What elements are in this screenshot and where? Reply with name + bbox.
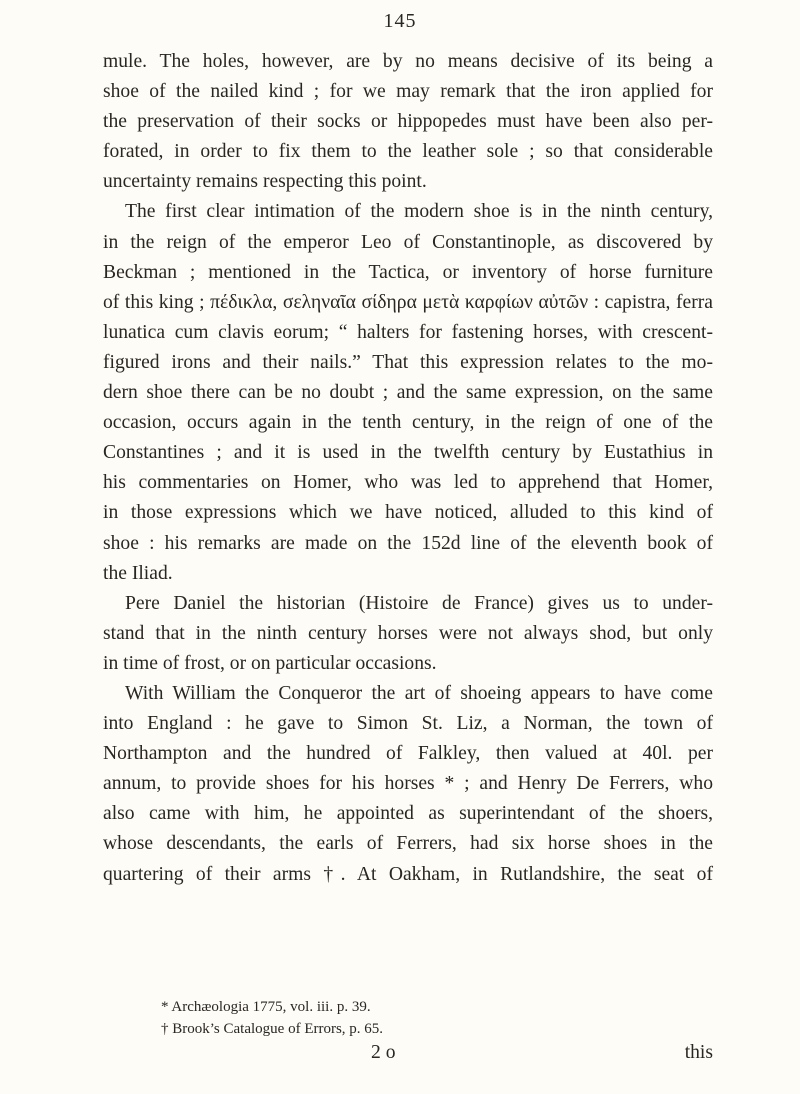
text-line: stand that in the ninth century horses were not always shod, but only [103,622,713,644]
text-line: figured irons and their nails.” That this expression relates to the mo- [103,351,713,373]
text-line: also came with him, he appointed as superintendant of the shoers, [103,803,713,825]
text-line: Beckman ; mentioned in the Tactica, or inventory of horse furniture [103,261,713,283]
text-line: the Iliad. [103,562,173,584]
text-line: The first clear intimation of the modern shoe is in the ninth century, [125,201,713,223]
text-line: annum, to provide shoes for his horses * ; and Henry De Ferrers, who [103,773,713,795]
page-footer [103,1042,713,1070]
signature-mark: 2 o [371,1042,396,1063]
text-line: occasion, occurs again in the tenth century, in the reign of one of the [103,412,713,434]
text-line: his commentaries on Homer, who was led to apprehend that Homer, [103,472,713,494]
text-line: into England : he gave to Simon St. Liz, a Norman, the town of [103,713,713,735]
text-line: the preservation of their socks or hippopedes must have been also per- [103,111,713,133]
text-line: uncertainty remains respecting this point. [103,171,427,193]
body-text [103,47,713,890]
text-line: dern shoe there can be no doubt ; and the same expression, on the same [103,382,713,404]
text-line: shoe of the nailed kind ; for we may remark that the iron applied for [103,81,713,103]
text-line: quartering of their arms †. At Oakham, in Rutlandshire, the seat of [103,863,713,885]
footnote: * Archæologia 1775, vol. iii. p. 39. [161,999,371,1015]
footnote: † Brook’s Catalogue of Errors, p. 65. [161,1021,384,1037]
text-line: lunatica cum clavis eorum; “ halters for fastening horses, with crescent- [103,321,713,343]
text-line: in the reign of the emperor Leo of Constantinople, as discovered by [103,231,713,253]
text-line: mule. The holes, however, are by no means decisive of its being a [103,51,713,72]
text-line: With William the Conqueror the art of shoeing appears to have come [125,682,713,704]
text-line: of this king ; πέδικλα, σεληναῖα σίδηρα μετὰ καρφίων αὐτῶν : capistra, ferra [103,291,713,313]
text-line: whose descendants, the earls of Ferrers, had six horse shoes in the [103,833,713,855]
text-line: Northampton and the hundred of Falkley, then valued at 40l. per [103,743,713,765]
catchword: this [684,1042,713,1063]
page-number: 145 [383,10,417,32]
footnotes [103,996,713,1040]
text-line: shoe : his remarks are made on the 152d line of the eleventh book of [103,532,713,554]
text-line: Pere Daniel the historian (Histoire de France) gives us to under- [125,592,713,614]
text-line: in time of frost, or on particular occasions. [103,652,437,674]
text-line: Constantines ; and it is used in the twelfth century by Eustathius in [103,442,713,464]
text-line: in those expressions which we have noticed, alluded to this kind of [103,502,713,524]
text-line: forated, in order to fix them to the leather sole ; so that considerable [103,141,713,163]
